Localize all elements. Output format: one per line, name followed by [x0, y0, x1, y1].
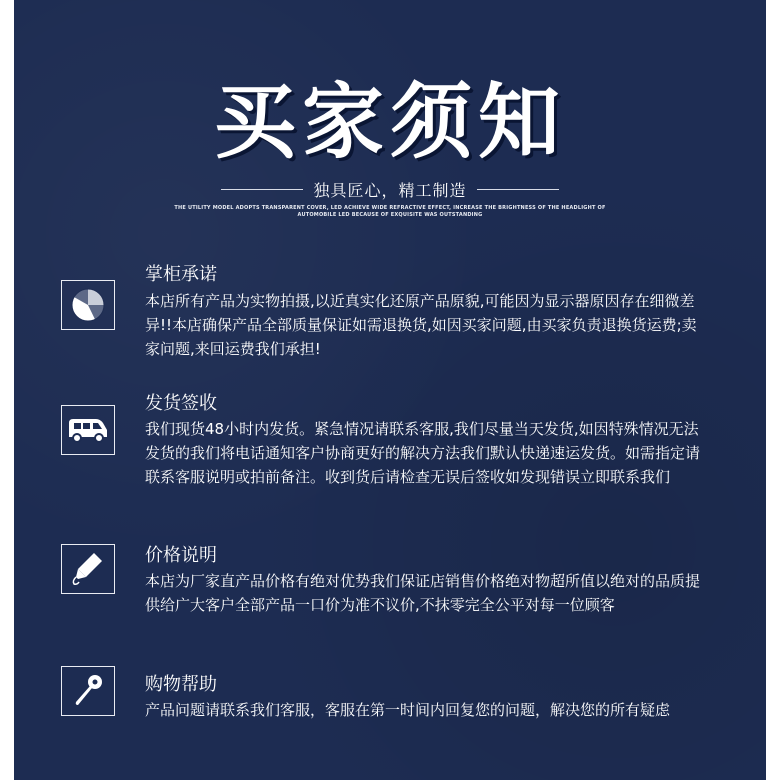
- section-title: 掌柜承诺: [145, 264, 217, 285]
- slogan-divider-right: [477, 189, 559, 190]
- section-body: 本店为厂家直产品价格有绝对优势我们保证店销售价格绝对物超所值以绝对的品质提供给广大客户全部产品一口价为准不议价,不抹零完全公平对每一位顾客: [145, 572, 701, 614]
- key-icon: [61, 666, 115, 716]
- pen-icon: [61, 544, 115, 594]
- section-title: 价格说明: [145, 545, 217, 566]
- page-title: 买家须知: [213, 75, 566, 170]
- tagline: THE UTILITY MODEL ADOPTS TRANSPARENT COVER, LED ACHIEVE WIDE REFRACTIVE EFFECT, INCREASE THE BRIGHTNESS OF THE HEADLIGHT OF AUTOMOBILE LED BECAUSE OF EXQUISITE WAS OUTSTANDING: [174, 205, 606, 218]
- section-title: 发货签收: [145, 393, 217, 414]
- section-body: 产品问题请联系我们客服，客服在第一时间内回复您的问题，解决您的所有疑虑: [145, 701, 671, 719]
- slogan-divider-left: [221, 189, 303, 190]
- section-body: 我们现货48小时内发货。紧急情况请联系客服,我们尽量当天发货,如因特殊情况无法发货的我们将电话通知客户协商更好的解决方法我们默认快递速运发货。如需指定请联系客服说明或拍前备注。收到货后请检查无误后签收如发现错误立即联系我们: [145, 420, 701, 486]
- pie-chart-icon: [61, 280, 115, 330]
- slogan: 独具匠心，精工制造: [313, 181, 467, 200]
- van-icon: [61, 405, 115, 455]
- slogan-row: [14, 178, 766, 201]
- notice-poster: [14, 0, 766, 780]
- section-body: 本店所有产品为实物拍摄,以近真实化还原产品原貌,可能因为显示器原因存在细微差异!!本店确保产品全部质量保证如需退换货,如因买家问题,由买家负责退换货运费;卖家问题,来回运费我们承担!: [145, 292, 697, 358]
- section-title: 购物帮助: [145, 674, 217, 695]
